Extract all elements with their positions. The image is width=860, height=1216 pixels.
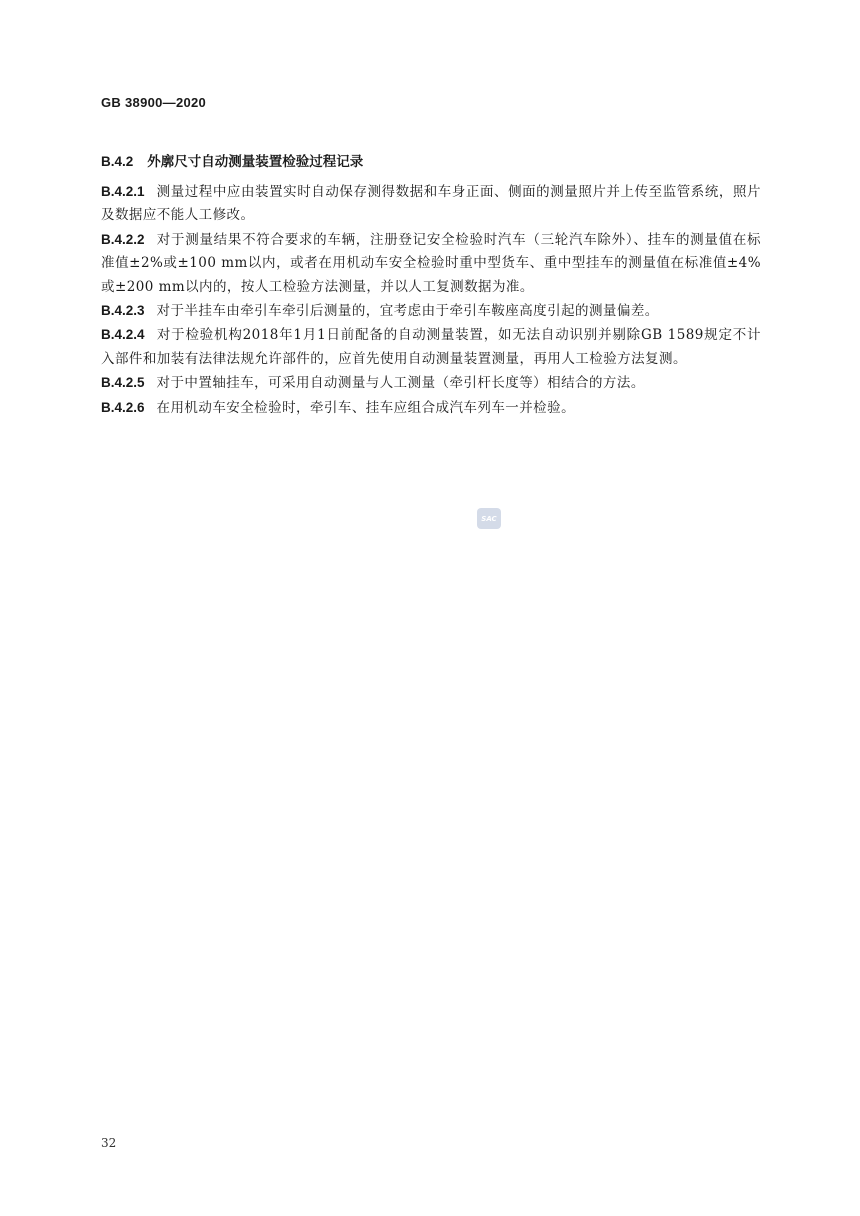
sac-watermark-logo [477, 508, 501, 529]
standard-header: GB 38900—2020 [101, 95, 207, 110]
clause-text: 对于检验机构2018年1月1日前配备的自动测量装置，如无法自动识别并剔除GB 1589规定不计入部件和加装有法律法规允许部件的，应首先使用自动测量装置测量，再用人工检验方法复测。 [101, 327, 761, 367]
clause-text: 对于测量结果不符合要求的车辆，注册登记安全检验时汽车（三轮汽车除外）、挂车的测量值在标准值±2%或±100 mm以内，或者在用机动车安全检验时重中型货车、重中型挂车的测量值在标准值±4%或±200 mm以内的，按人工检验方法测量，并以人工复测数据为准。 [101, 231, 761, 295]
clause-text: 对于中置轴挂车，可采用自动测量与人工测量（牵引杆长度等）相结合的方法。 [156, 375, 645, 392]
clause-text: 测量过程中应由装置实时自动保存测得数据和车身正面、侧面的测量照片并上传至监管系统，照片及数据应不能人工修改。 [101, 184, 761, 224]
clause-text: 对于半挂车由牵引车牵引后测量的，宜考虑由于牵引车鞍座高度引起的测量偏差。 [156, 303, 659, 320]
clause-item [101, 180, 761, 228]
clause-item [101, 299, 761, 323]
clause-item [101, 323, 761, 371]
clause-item [101, 371, 761, 395]
section-heading [101, 150, 363, 170]
clause-number: B.4.2.2 [101, 231, 145, 247]
clause-number: B.4.2.3 [101, 303, 145, 319]
watermark-text: SAC [481, 514, 497, 523]
section-title: 外廓尺寸自动测量装置检验过程记录 [147, 154, 364, 169]
clause-number: B.4.2.6 [101, 399, 145, 415]
page-number: 32 [101, 1136, 117, 1150]
section-number: B.4.2 [101, 154, 134, 169]
clause-number: B.4.2.5 [101, 375, 145, 391]
clause-text: 在用机动车安全检验时，牵引车、挂车应组合成汽车列车一并检验。 [156, 399, 576, 416]
clause-list [101, 180, 761, 420]
clause-item [101, 228, 761, 299]
clause-number: B.4.2.1 [101, 184, 145, 199]
clause-item [101, 396, 761, 420]
clause-number: B.4.2.4 [101, 327, 145, 343]
